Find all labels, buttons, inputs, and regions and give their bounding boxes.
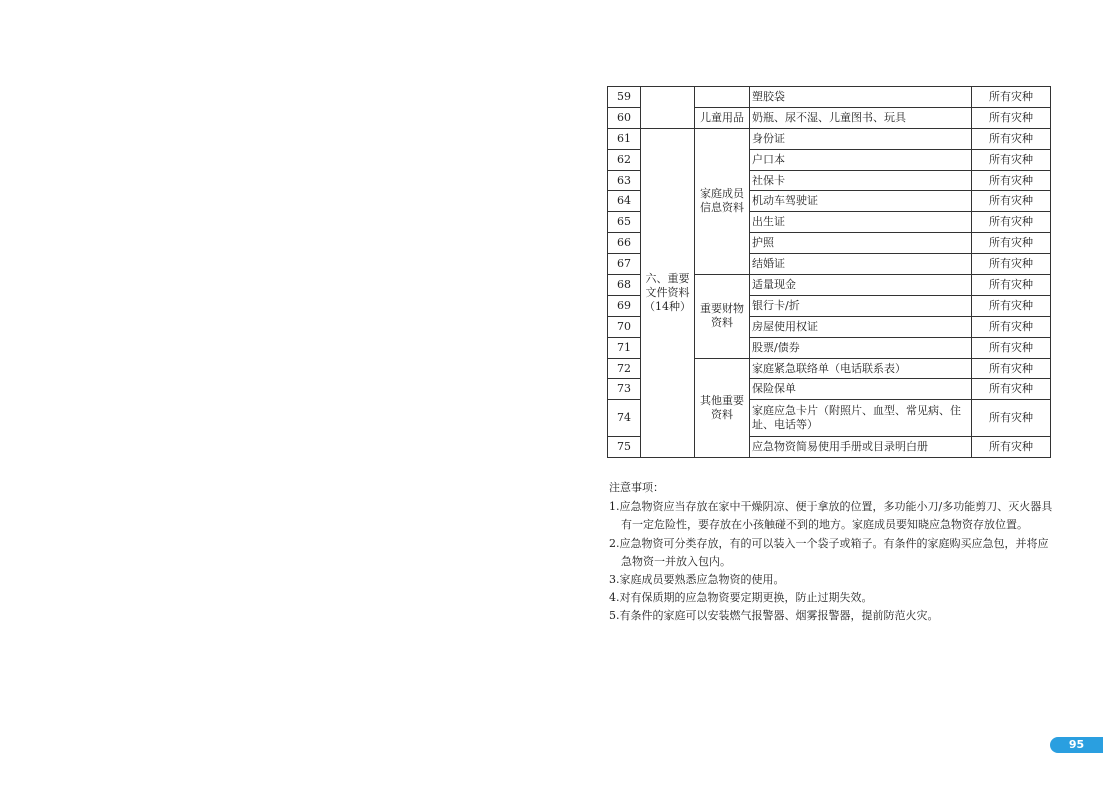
item-cell: 银行卡/折: [750, 295, 972, 316]
item-cell: 家庭应急卡片（附照片、血型、常见病、住址、电话等）: [750, 400, 972, 437]
item-cell: 适量现金: [750, 275, 972, 296]
scope-cell: 所有灾种: [972, 107, 1051, 128]
note-item: 1.应急物资应当存放在家中干燥阴凉、便于拿放的位置，多功能小刀/多功能剪刀、灭火器具有一定危险性，要存放在小孩触碰不到的地方。家庭成员要知晓应急物资存放位置。: [609, 500, 1053, 532]
subcategory-label: 家庭成员信息资料: [700, 187, 744, 215]
scope-cell: 所有灾种: [972, 254, 1051, 275]
item-cell: 社保卡: [750, 170, 972, 191]
table-row: [608, 87, 1051, 108]
row-number: 74: [608, 400, 641, 437]
scope-cell: 所有灾种: [972, 128, 1051, 149]
scope-cell: 所有灾种: [972, 233, 1051, 254]
row-number: 71: [608, 337, 641, 358]
subcategory-cell-blank: [695, 87, 750, 108]
subcategory-other: [695, 358, 750, 458]
row-number: 60: [608, 107, 641, 128]
notes-section: [609, 479, 1054, 626]
subcategory-children: 儿童用品: [695, 107, 750, 128]
item-cell: 家庭紧急联络单（电话联系表）: [750, 358, 972, 379]
scope-cell: 所有灾种: [972, 295, 1051, 316]
item-cell: 房屋使用权证: [750, 316, 972, 337]
row-number: 75: [608, 437, 641, 458]
subcategory-property: [695, 275, 750, 359]
item-cell: 保险保单: [750, 379, 972, 400]
row-number: 65: [608, 212, 641, 233]
scope-cell: 所有灾种: [972, 212, 1051, 233]
category-cell-blank: [641, 87, 695, 129]
item-cell: 户口本: [750, 149, 972, 170]
row-number: 73: [608, 379, 641, 400]
row-number: 59: [608, 87, 641, 108]
row-number: 68: [608, 275, 641, 296]
scope-cell: 所有灾种: [972, 87, 1051, 108]
scope-cell: 所有灾种: [972, 379, 1051, 400]
subcategory-family-info: [695, 128, 750, 274]
scope-cell: 所有灾种: [972, 400, 1051, 437]
category-important-documents: [641, 128, 695, 457]
item-cell: 股票/债券: [750, 337, 972, 358]
subcategory-label: 其他重要资料: [700, 393, 744, 421]
subcategory-label: 重要财物资料: [700, 302, 744, 330]
row-number: 69: [608, 295, 641, 316]
row-number: 67: [608, 254, 641, 275]
note-item: 3.家庭成员要熟悉应急物资的使用。: [609, 573, 785, 587]
item-cell: 护照: [750, 233, 972, 254]
item-cell: 奶瓶、尿不湿、儿童图书、玩具: [750, 107, 972, 128]
scope-cell: 所有灾种: [972, 275, 1051, 296]
row-number: 64: [608, 191, 641, 212]
scope-cell: 所有灾种: [972, 191, 1051, 212]
row-number: 63: [608, 170, 641, 191]
note-item: 2.应急物资可分类存放，有的可以装入一个袋子或箱子。有条件的家庭购买应急包，并将应急物资一并放入包内。: [609, 536, 1049, 568]
note-item: 4.对有保质期的应急物资要定期更换，防止过期失效。: [609, 591, 873, 605]
item-cell: 出生证: [750, 212, 972, 233]
scope-cell: 所有灾种: [972, 437, 1051, 458]
scope-cell: 所有灾种: [972, 316, 1051, 337]
category-label: 六、重要文件资料（14种）: [644, 272, 691, 314]
item-cell: 应急物资简易使用手册或目录明白册: [750, 437, 972, 458]
row-number: 62: [608, 149, 641, 170]
row-number: 70: [608, 316, 641, 337]
supplies-table: [607, 86, 1051, 458]
row-number: 72: [608, 358, 641, 379]
scope-cell: 所有灾种: [972, 149, 1051, 170]
notes-title: 注意事项：: [609, 481, 664, 494]
scope-cell: 所有灾种: [972, 337, 1051, 358]
scope-cell: 所有灾种: [972, 358, 1051, 379]
note-item: 5.有条件的家庭可以安装燃气报警器、烟雾报警器，提前防范火灾。: [609, 609, 939, 623]
item-cell: 结婚证: [750, 254, 972, 275]
row-number: 61: [608, 128, 641, 149]
item-cell: 身份证: [750, 128, 972, 149]
page-number: 95: [1050, 737, 1103, 753]
scope-cell: 所有灾种: [972, 170, 1051, 191]
item-cell: 塑胶袋: [750, 87, 972, 108]
row-number: 66: [608, 233, 641, 254]
item-cell: 机动车驾驶证: [750, 191, 972, 212]
table-row: [608, 128, 1051, 149]
